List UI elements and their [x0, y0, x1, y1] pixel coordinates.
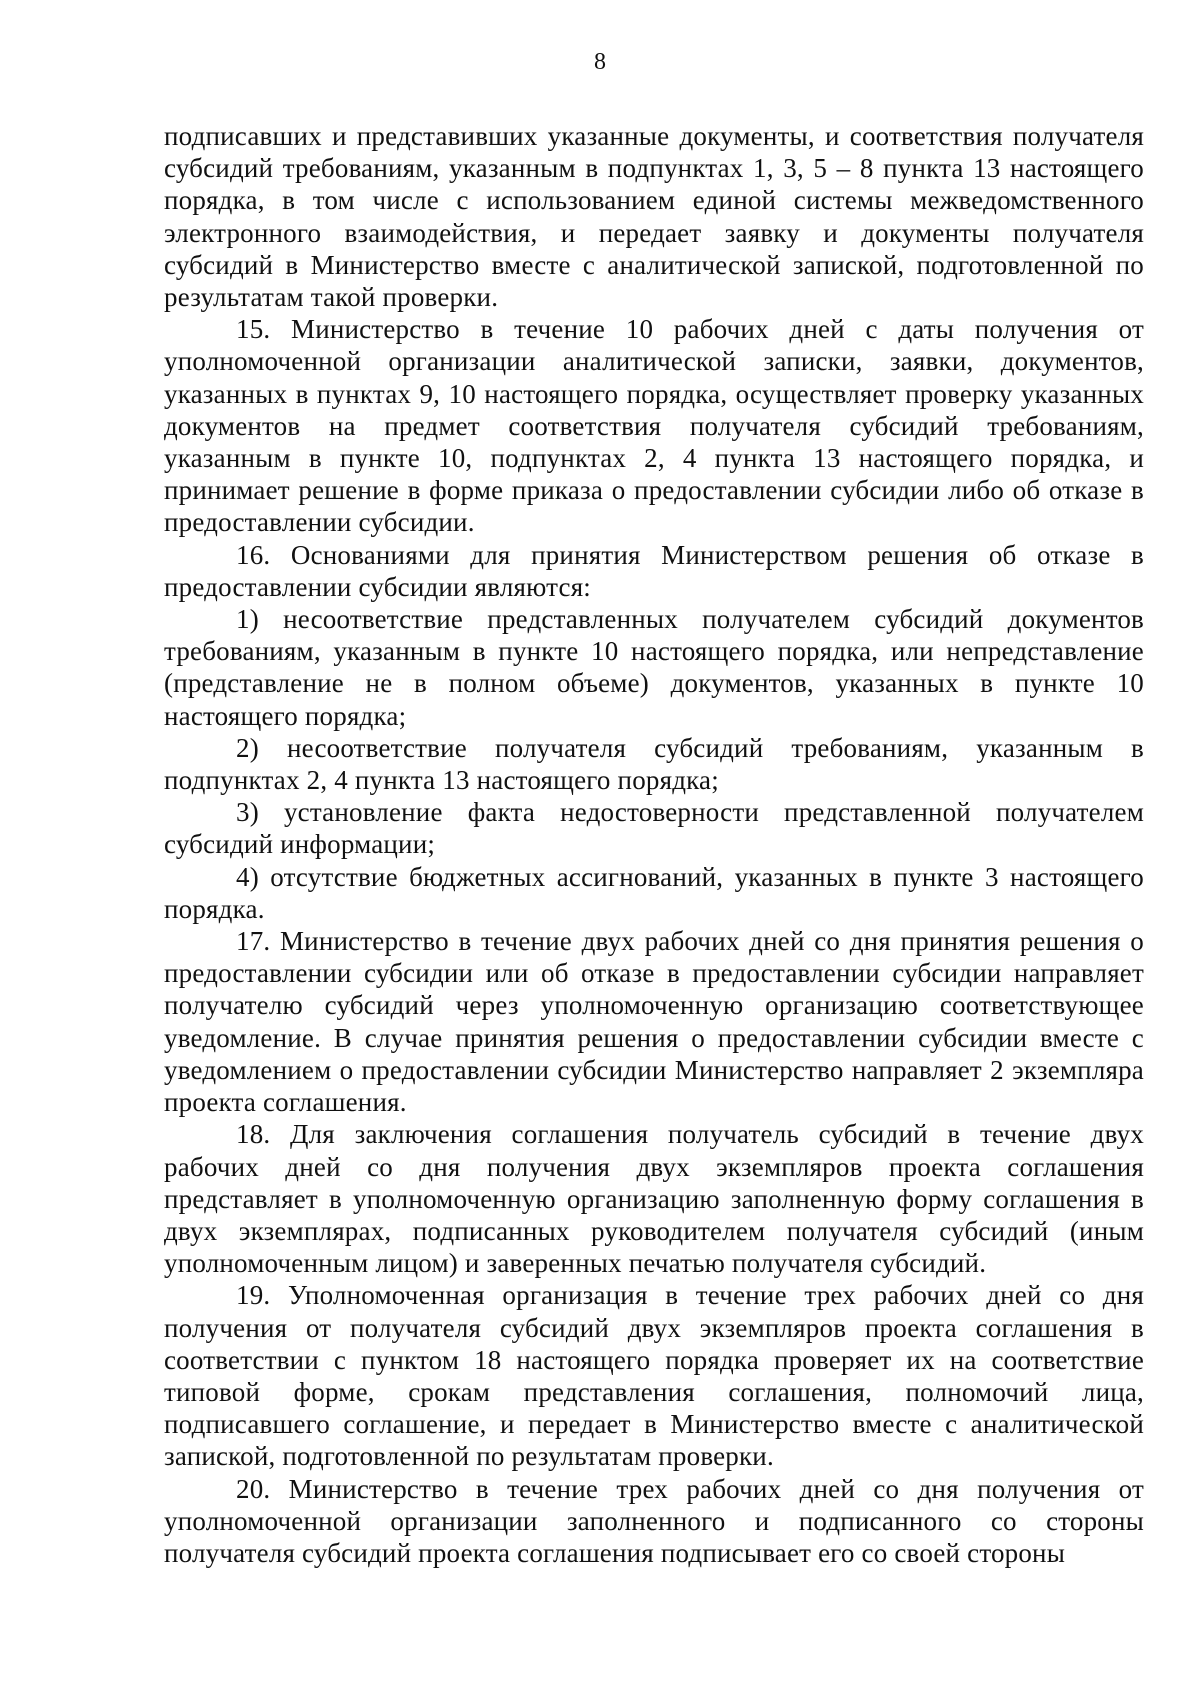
paragraph-continuation: подписавших и представивших указанные документы, и соответствия получателя субсидий требованиям, указанным в подпунктах 1, 3, 5 – 8 пункта 13 настоящего порядка, в том числе с использованием единой системы межведомственного электронного взаимодействия, и передает заявку и документы получателя субсидий в Министерство вместе с аналитической запиской, подготовленной по результатам такой проверки.	[164, 121, 1144, 313]
page-number: 8	[594, 49, 606, 75]
subparagraph-16-2: 2) несоответствие получателя субсидий требованиям, указанным в подпунктах 2, 4 пункта 13 настоящего порядка;	[164, 732, 1144, 796]
paragraph-16: 16. Основаниями для принятия Министерством решения об отказе в предоставлении субсидии являются:	[164, 539, 1144, 602]
paragraph-20: 20. Министерство в течение трех рабочих дней со дня получения от уполномоченной организации заполненного и подписанного со стороны получателя субсидий проекта соглашения подписывает его со своей стороны	[164, 1473, 1144, 1568]
subparagraph-16-1: 1) несоответствие представленных получателем субсидий документов требованиям, указанным в пункте 10 настоящего порядка, или непредставление (представление не в полном объеме) документов, указанных в пункте 10 настоящего порядка;	[164, 604, 1144, 731]
document-body	[164, 120, 1144, 1569]
paragraph-17: 17. Министерство в течение двух рабочих дней со дня принятия решения о предоставлении субсидии или об отказе в предоставлении субсидии направляет получателю субсидий через уполномоченную организацию соответствующее уведомление. В случае принятия решения о предоставлении субсидии вместе с уведомлением о предоставлении субсидии Министерство направляет 2 экземпляра проекта соглашения.	[164, 926, 1144, 1118]
subparagraph-16-3: 3) установление факта недостоверности представленной получателем субсидий информации;	[164, 797, 1144, 860]
paragraph-15: 15. Министерство в течение 10 рабочих дней с даты получения от уполномоченной организации аналитической записки, заявки, документов, указанных в пунктах 9, 10 настоящего порядка, осуществляет проверку указанных документов на предмет соответствия получателя субсидий требованиям, указанным в пункте 10, подпунктах 2, 4 пункта 13 настоящего порядка, и принимает решение в форме приказа о предоставлении субсидии либо об отказе в предоставлении субсидии.	[164, 314, 1144, 538]
paragraph-19: 19. Уполномоченная организация в течение трех рабочих дней со дня получения от получателя субсидий двух экземпляров проекта соглашения в соответствии с пунктом 18 настоящего порядка проверяет их на соответствие типовой форме, срокам представления соглашения, полномочий лица, подписавшего соглашение, и передает в Министерство вместе с аналитической запиской, подготовленной по результатам проверки.	[164, 1280, 1144, 1472]
paragraph-18: 18. Для заключения соглашения получатель субсидий в течение двух рабочих дней со дня получения двух экземпляров проекта соглашения представляет в уполномоченную организацию заполненную форму соглашения в двух экземплярах, подписанных руководителем получателя субсидий (иным уполномоченным лицом) и заверенных печатью получателя субсидий.	[164, 1119, 1144, 1279]
subparagraph-16-4: 4) отсутствие бюджетных ассигнований, указанных в пункте 3 настоящего порядка.	[164, 861, 1144, 924]
